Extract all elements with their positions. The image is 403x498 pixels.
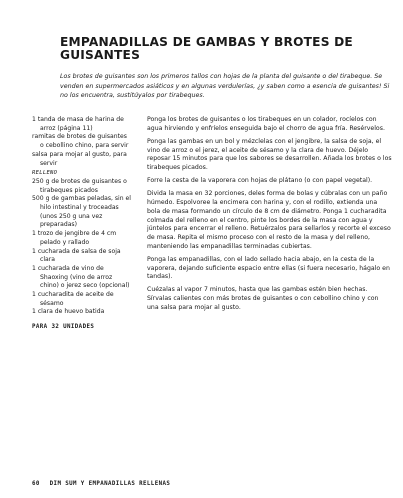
ingredient-item: salsa para mojar al gusto, para servir — [32, 150, 127, 167]
page-footer — [32, 481, 176, 487]
recipe-yield: PARA 32 UNIDADES — [32, 324, 95, 331]
filling-item: 500 g de gambas peladas, sin el hilo intestinal y troceadas (unos 250 g una vez preparadas) — [32, 195, 131, 229]
filling-item: 1 cucharada de vino de Shaoxing (vino de arroz chino) o jerez seco (opcional) — [32, 264, 130, 290]
method-step: Ponga las empanadillas, con el lado sellado hacia abajo, en la cesta de la vaporera, dejando suficiente espacio entre ellas (si fuera necesario, hágalo en tandas). — [147, 255, 390, 281]
ingredient-item: ramitas de brotes de guisantes o cebollino chino, para servir — [32, 133, 129, 150]
recipe-intro: Los brotes de guisantes son los primeros tallos con hojas de la planta del guisante o del tirabeque. Se venden en supermercados asiáticos y en algunas verdulerías, ¿y saben como a esencia de guisantes! Si no los encuentra, sustitúyalos por tirabeques. — [60, 73, 390, 99]
method-step: Divida la masa en 32 porciones, deles forma de bolas y cúbralas con un paño húmedo. Espolvoree la encimera con harina y, con el rodillo, extienda una bola de masa formando un círculo de 8 cm de diámetro. Ponga 1 cucharadita colmada del relleno en el centro, pinte los bordes de la masa con agua y júntelos para encerrar el relleno. Retuérzalos para sellarlos y recorte el exceso de masa. Repita el mismo proceso con el resto de la masa y del relleno, manteniendo las empanadillas terminadas cubiertas. — [147, 190, 391, 250]
filling-item: 250 g de brotes de guisantes o tirabeques picados — [32, 177, 127, 194]
method-step: Cuézalas al vapor 7 minutos, hasta que las gambas estén bien hechas. Sírvalas calientes con más brotes de guisantes o con cebollino chino y con una salsa para mojar al gusto. — [147, 286, 379, 311]
filling-item: 1 cucharadita de aceite de sésamo — [32, 291, 114, 307]
ingredients-column — [32, 116, 132, 332]
filling-heading: RELLENO — [32, 170, 58, 177]
method-step: Ponga los brotes de guisantes o los tirabeques en un colador, rocíelos con agua hirviendo y enfríelos enseguida bajo el chorro de agua fría. Resérvelos. — [147, 116, 385, 132]
filling-item: 1 trozo de jengibre de 4 cm pelado y rallado — [32, 230, 117, 246]
method-step: Ponga las gambas en un bol y mézclelas con el jengibre, la salsa de soja, el vino de arroz o el jerez, el aceite de sésamo y la clara de huevo. Déjelo reposar 15 minutos para que los sabores se desarrollen. Añada los brotes o los tirabeques picados. — [147, 137, 392, 172]
method-column — [147, 116, 392, 317]
filling-item: 1 clara de huevo batida — [32, 308, 105, 316]
section-name: DIM SUM Y EMPANADILLAS RELLENAS — [49, 481, 171, 487]
method-step: Forre la cesta de la vaporera con hojas de plátano (o con papel vegetal). — [147, 177, 373, 185]
filling-item: 1 cucharada de salsa de soja clara — [32, 247, 121, 264]
recipe-title: EMPANADILLAS DE GAMBAS Y BROTES DE GUISANTES — [60, 35, 353, 62]
page-number: 60 — [32, 481, 40, 487]
ingredient-item: 1 tanda de masa de harina de arroz (página 11) — [32, 116, 124, 132]
